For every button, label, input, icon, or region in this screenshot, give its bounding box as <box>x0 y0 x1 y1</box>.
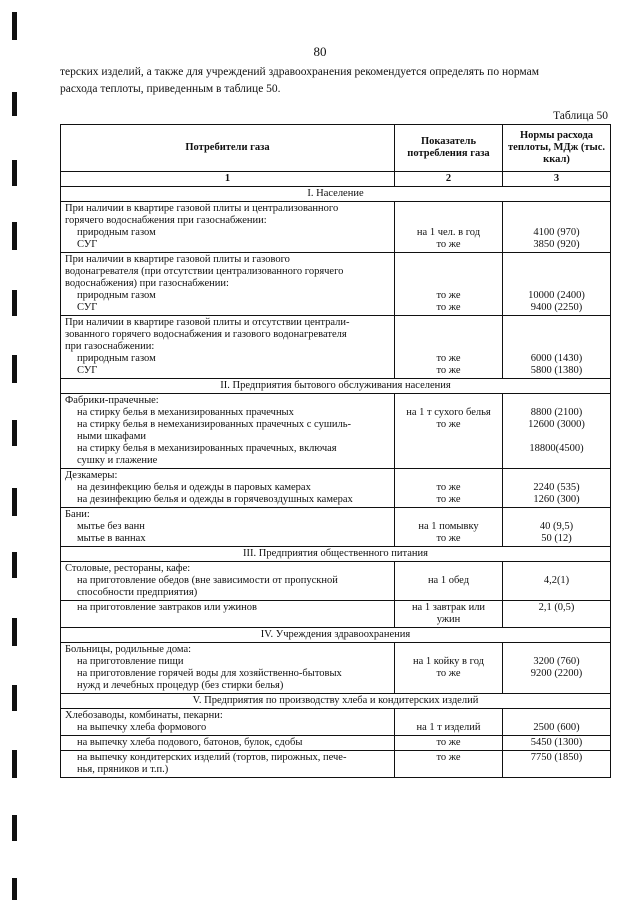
binding-mark <box>12 92 17 116</box>
cell-text: нужд и лечебных процедур (без стирки белья) <box>77 680 284 691</box>
cell-text: то же <box>436 482 461 493</box>
intro-paragraph <box>60 64 610 98</box>
cell-text: природным газом <box>77 227 156 238</box>
indicator-cell <box>395 508 503 547</box>
table-row <box>61 601 611 628</box>
table-row <box>61 508 611 547</box>
indicator-cell <box>395 394 503 469</box>
cell-text: 2500 (600) <box>533 722 580 733</box>
cell-text: на 1 чел. в год <box>416 227 481 238</box>
intro-line: расхода теплоты, приведенным в таблице 50. <box>60 83 281 95</box>
norm-cell <box>503 709 611 736</box>
consumer-cell <box>61 736 395 751</box>
cell-text: на приготовление горячей воды для хозяйственно-бытовых <box>77 668 342 679</box>
cell-text: Бани: <box>65 509 90 520</box>
binding-mark <box>12 488 17 516</box>
cell-text: при газоснабжении: <box>65 341 155 352</box>
cell-text: то же <box>436 239 461 250</box>
intro-line: терских изделий, а также для учреждений здравоохранения рекомендуется определять по нормам <box>60 66 540 78</box>
cell-text: то же <box>436 494 461 505</box>
table-row <box>61 709 611 736</box>
norm-cell <box>503 751 611 778</box>
cell-text: 6000 (1430) <box>530 353 583 364</box>
indicator-cell: то же <box>395 736 503 751</box>
cell-text: мытье без ванн <box>77 521 145 532</box>
cell-text: на 1 помывку <box>418 521 479 532</box>
cell-text: то же <box>436 353 461 364</box>
consumer-cell <box>61 469 395 508</box>
cell-text: на приготовление пищи <box>77 656 184 667</box>
cell-text: 7750 (1850) <box>530 752 583 763</box>
cell-text: Хлебозаводы, комбинаты, пекарни: <box>65 710 223 721</box>
section-title: V. Предприятия по производству хлеба и кондитерских изделий <box>61 694 611 709</box>
cell-text: СУГ <box>77 302 98 313</box>
cell-text: СУГ <box>77 365 98 376</box>
table-caption: Таблица 50 <box>553 110 608 122</box>
cell-text: 40 (9,5) <box>539 521 574 532</box>
norm-cell <box>503 601 611 628</box>
section-title: IV. Учреждения здравоохранения <box>61 628 611 643</box>
cell-text: то же <box>436 302 461 313</box>
table-row <box>61 202 611 253</box>
header-row <box>61 125 611 172</box>
consumer-cell <box>61 316 395 379</box>
norm-cell <box>503 643 611 694</box>
cell-text: природным газом <box>77 290 156 301</box>
binding-mark <box>12 750 17 778</box>
consumer-cell <box>61 601 395 628</box>
header-consumers: Потребители газа <box>61 125 395 172</box>
binding-mark <box>12 420 17 446</box>
column-number-row <box>61 172 611 187</box>
cell-text: на выпечку хлеба подового, батонов, булок, сдобы <box>77 737 303 748</box>
cell-text: 2240 (535) <box>533 482 580 493</box>
binding-mark <box>12 222 17 250</box>
indicator-cell <box>395 751 503 778</box>
cell-text: 4,2(1) <box>543 575 570 586</box>
binding-mark <box>12 815 17 841</box>
cell-text: на приготовление обедов (вне зависимости от пропускной <box>77 575 338 586</box>
cell-text: то же <box>436 533 461 544</box>
cell-text: на дезинфекцию белья и одежды в горячевоздушных камерах <box>77 494 353 505</box>
cell-text: на выпечку кондитерских изделий (тортов, пирожных, пече- <box>77 752 347 763</box>
norm-cell: 5450 (1300) <box>503 736 611 751</box>
cell-text: 3200 (760) <box>533 656 580 667</box>
cell-text: 2,1 (0,5) <box>538 602 575 613</box>
cell-text: 18800(4500) <box>529 443 584 454</box>
cell-text: на 1 койку в год <box>413 656 484 667</box>
norm-cell <box>503 562 611 601</box>
cell-text: то же <box>436 290 461 301</box>
cell-text: ными шкафами <box>77 431 146 442</box>
cell-text: 10000 (2400) <box>528 290 585 301</box>
binding-mark <box>12 12 17 40</box>
cell-text: на выпечку хлеба формового <box>77 722 207 733</box>
cell-text: то же <box>436 668 461 679</box>
indicator-cell <box>395 601 503 628</box>
table-row <box>61 316 611 379</box>
section-title: I. Население <box>61 187 611 202</box>
indicator-cell <box>395 253 503 316</box>
norm-cell <box>503 508 611 547</box>
page-number: 80 <box>313 44 327 59</box>
norm-cell <box>503 394 611 469</box>
norm-cell <box>503 316 611 379</box>
cell-text: на 1 обед <box>427 575 470 586</box>
section-title: III. Предприятия общественного питания <box>61 547 611 562</box>
cell-text: Дезкамеры: <box>65 470 118 481</box>
cell-text: на 1 т изделий <box>416 722 481 733</box>
cell-text: ужин <box>436 614 461 625</box>
cell-text: 5800 (1380) <box>530 365 583 376</box>
cell-text: то же <box>436 365 461 376</box>
table-row <box>61 736 611 751</box>
cell-text: горячего водоснабжения при газоснабжении: <box>65 215 267 226</box>
binding-mark <box>12 290 17 316</box>
consumer-cell <box>61 709 395 736</box>
norm-cell <box>503 469 611 508</box>
cell-text: 3850 (920) <box>533 239 580 250</box>
table-row <box>61 469 611 508</box>
norms-table <box>60 124 611 778</box>
cell-text: сушку и глажение <box>77 455 158 466</box>
indicator-cell <box>395 202 503 253</box>
cell-text: Фабрики-прачечные: <box>65 395 159 406</box>
cell-text: на стирку белья в механизированных прачечных <box>77 407 294 418</box>
cell-text: нья, пряников и т.п.) <box>77 764 169 775</box>
cell-text: то же <box>436 752 461 763</box>
cell-text: При наличии в квартире газовой плиты и отсутствии централи- <box>65 317 350 328</box>
indicator-cell <box>395 469 503 508</box>
norm-cell <box>503 202 611 253</box>
table-row <box>61 562 611 601</box>
binding-mark <box>12 618 17 646</box>
table-row <box>61 394 611 469</box>
section-row <box>61 694 611 709</box>
header-indicator: Показатель потребления газа <box>395 125 503 172</box>
cell-text: то же <box>436 419 461 430</box>
section-row <box>61 628 611 643</box>
cell-text: водоснабжения) при газоснабжении: <box>65 278 229 289</box>
cell-text: на 1 т сухого белья <box>406 407 491 418</box>
cell-text: на 1 завтрак или <box>411 602 486 613</box>
cell-text: Больницы, родильные дома: <box>65 644 192 655</box>
cell-text: 8800 (2100) <box>530 407 583 418</box>
column-number: 2 <box>395 172 503 187</box>
cell-text: 1260 (300) <box>533 494 580 505</box>
indicator-cell <box>395 709 503 736</box>
cell-text: При наличии в квартире газовой плиты и газового <box>65 254 290 265</box>
cell-text: на дезинфекцию белья и одежды в паровых камерах <box>77 482 311 493</box>
indicator-cell <box>395 316 503 379</box>
column-number: 1 <box>61 172 395 187</box>
column-number: 3 <box>503 172 611 187</box>
table-row <box>61 643 611 694</box>
cell-text: При наличии в квартире газовой плиты и централизованного <box>65 203 339 214</box>
consumer-cell <box>61 394 395 469</box>
norm-cell <box>503 253 611 316</box>
table-row <box>61 751 611 778</box>
binding-mark <box>12 878 17 900</box>
indicator-cell <box>395 643 503 694</box>
cell-text: СУГ <box>77 239 98 250</box>
binding-mark <box>12 685 17 711</box>
cell-text: мытье в ваннах <box>77 533 146 544</box>
cell-text: на стирку белья в механизированных прачечных, включая <box>77 443 337 454</box>
cell-text: природным газом <box>77 353 156 364</box>
binding-mark <box>12 355 17 383</box>
consumer-cell <box>61 751 395 778</box>
consumer-cell <box>61 508 395 547</box>
consumer-cell <box>61 643 395 694</box>
cell-text: 50 (12) <box>541 533 572 544</box>
section-title: II. Предприятия бытового обслуживания населения <box>61 379 611 394</box>
section-row <box>61 547 611 562</box>
cell-text: 12600 (3000) <box>528 419 585 430</box>
consumer-cell <box>61 562 395 601</box>
cell-text: 9400 (2250) <box>530 302 583 313</box>
consumer-cell <box>61 202 395 253</box>
header-norms: Нормы расхода теплоты, МДж (тыс. ккал) <box>503 125 611 172</box>
cell-text: 4100 (970) <box>533 227 580 238</box>
cell-text: Столовые, рестораны, кафе: <box>65 563 191 574</box>
table-row <box>61 253 611 316</box>
cell-text: на стирку белья в немеханизированных прачечных с сушиль- <box>77 419 352 430</box>
indicator-cell <box>395 562 503 601</box>
cell-text: способности предприятия) <box>77 587 198 598</box>
consumer-cell <box>61 253 395 316</box>
binding-mark <box>12 160 17 186</box>
section-row <box>61 379 611 394</box>
cell-text: водонагревателя (при отсутствии централизованного горячего <box>65 266 344 277</box>
cell-text: зованного горячего водоснабжения и газового водонагревателя <box>65 329 347 340</box>
cell-text: 9200 (2200) <box>530 668 583 679</box>
cell-text: на приготовление завтраков или ужинов <box>77 602 257 613</box>
binding-mark <box>12 552 17 578</box>
section-row <box>61 187 611 202</box>
